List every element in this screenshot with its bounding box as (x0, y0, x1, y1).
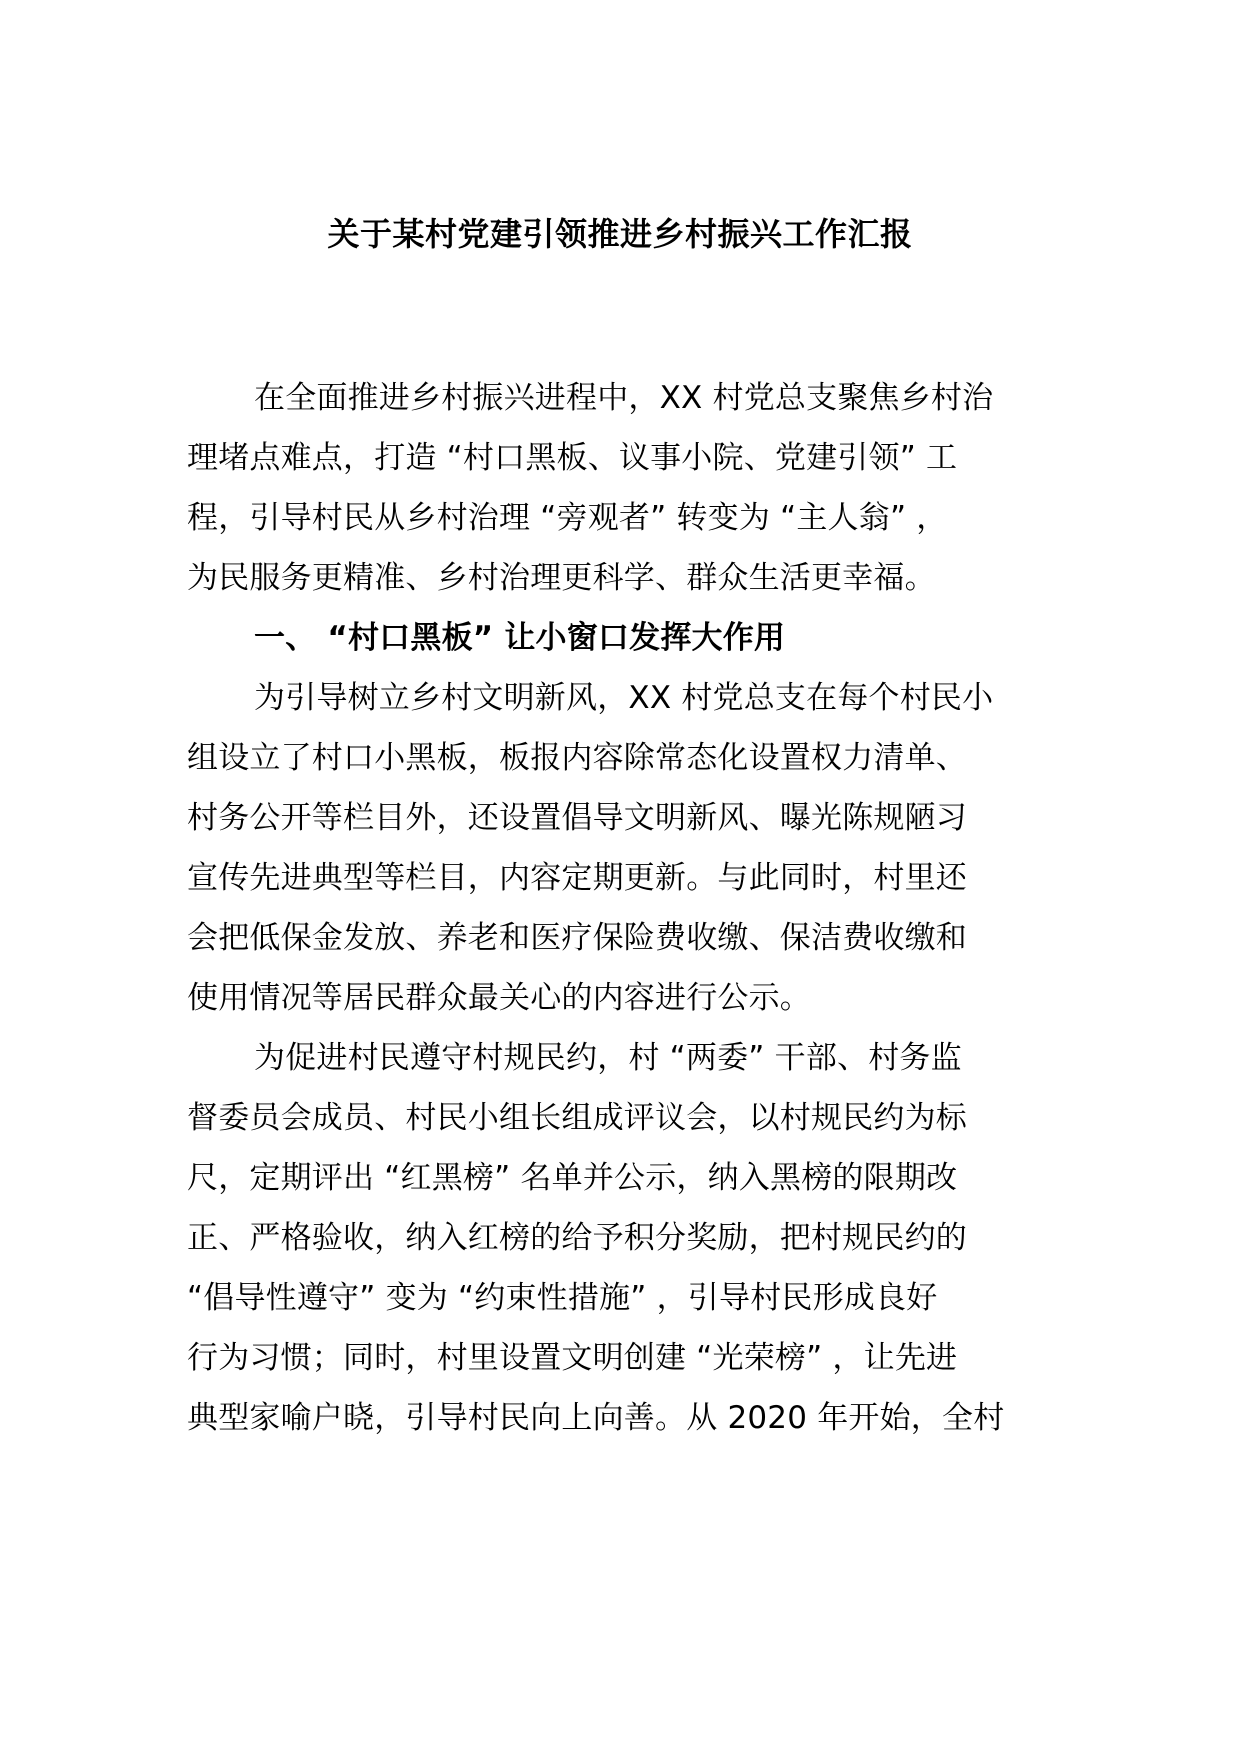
document-title: 关于某村党建引领推进乡村振兴工作汇报 (327, 215, 913, 253)
paragraph-2-line-6: 使用情况等居民群众最关心的内容进行公示。 (187, 980, 811, 1016)
section-heading-1: 一、 “村口黑板” 让小窗口发挥大作用 (254, 620, 786, 656)
paragraph-2-line-2: 组设立了村口小黑板，板报内容除常态化设置权力清单、 (187, 740, 967, 776)
paragraph-3-line-7: 典型家喻户晓，引导村民向上向善。从 2020 年开始，全村 (187, 1400, 1005, 1436)
paragraph-2-line-4: 宣传先进典型等栏目，内容定期更新。与此同时，村里还 (187, 860, 967, 896)
paragraph-3-line-1: 为促进村民遵守村规民约，村 “两委” 干部、村务监 (254, 1040, 962, 1076)
paragraph-3-line-6: 行为习惯；同时，村里设置文明创建 “光荣榜” ，让先进 (187, 1340, 958, 1376)
paragraph-1-line-4: 为民服务更精准、乡村治理更科学、群众生活更幸福。 (187, 560, 936, 596)
paragraph-1-line-2: 理堵点难点，打造 “村口黑板、议事小院、党建引领” 工 (187, 440, 958, 476)
paragraph-1-line-3: 程，引导村民从乡村治理 “旁观者” 转变为 “主人翁” ， (187, 500, 948, 536)
paragraph-3-line-4: 正、严格验收，纳入红榜的给予积分奖励，把村规民约的 (187, 1220, 967, 1256)
paragraph-3-line-2: 督委员会成员、村民小组长组成评议会，以村规民约为标 (187, 1100, 967, 1136)
paragraph-2-line-3: 村务公开等栏目外，还设置倡导文明新风、曝光陈规陋习 (187, 800, 967, 836)
paragraph-3-line-3: 尺，定期评出 “红黑榜” 名单并公示，纳入黑榜的限期改 (187, 1160, 958, 1196)
paragraph-2-line-5: 会把低保金发放、养老和医疗保险费收缴、保洁费收缴和 (187, 920, 967, 956)
paragraph-3-line-5: “倡导性遵守” 变为 “约束性措施” ，引导村民形成良好 (187, 1280, 938, 1316)
paragraph-1-line-1: 在全面推进乡村振兴进程中，XX 村党总支聚焦乡村治 (254, 380, 994, 416)
paragraph-2-line-1: 为引导树立乡村文明新风，XX 村党总支在每个村民小 (254, 680, 994, 716)
